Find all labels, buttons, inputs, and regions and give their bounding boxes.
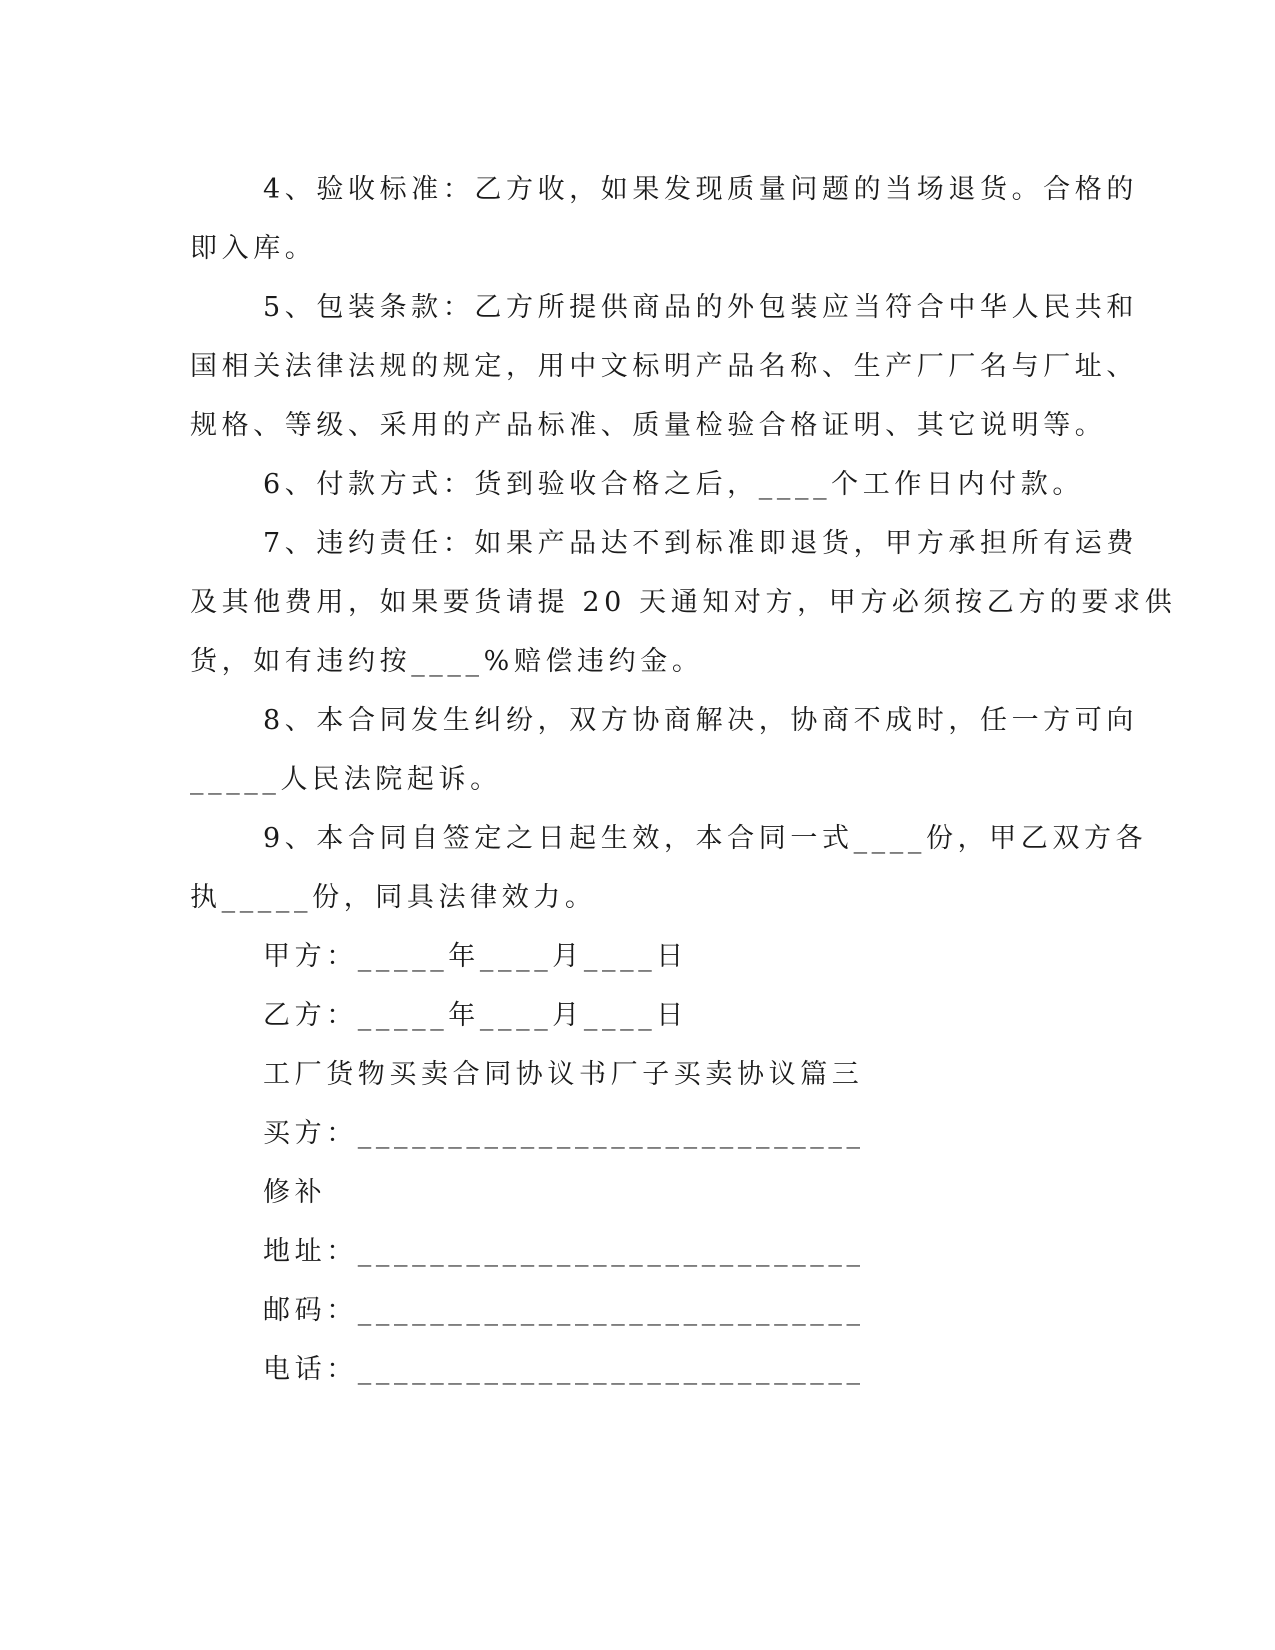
postcode-field-line: 邮码：____________________________	[263, 1295, 865, 1326]
address-field-line: 地址：____________________________	[263, 1236, 865, 1267]
clause-4-line-1: 4、验收标准：乙方收，如果发现质量问题的当场退货。合格的	[263, 174, 1138, 205]
clause-9-line-2: 执_____份，同具法律效力。	[190, 882, 597, 913]
clause-4-line-2: 即入库。	[190, 233, 317, 264]
clause-7-line-3: 货，如有违约按____%赔偿违约金。	[190, 646, 704, 677]
clause-7-line-1: 7、违约责任：如果产品达不到标准即退货，甲方承担所有运费	[263, 528, 1138, 559]
buyer-field-line: 买方：____________________________	[263, 1118, 865, 1149]
repair-note: 修补	[263, 1177, 327, 1208]
phone-field-line: 电话：____________________________	[263, 1354, 865, 1385]
clause-5-line-1: 5、包装条款：乙方所提供商品的外包装应当符合中华人民共和	[263, 292, 1138, 323]
clause-5-line-2: 国相关法律法规的规定，用中文标明产品名称、生产厂厂名与厂址、	[190, 351, 1138, 382]
clause-9-line-1: 9、本合同自签定之日起生效，本合同一式____份，甲乙双方各	[263, 823, 1148, 854]
section-heading: 工厂货物买卖合同协议书厂子买卖协议篇三	[263, 1059, 864, 1090]
clause-6-line-1: 6、付款方式：货到验收合格之后，____个工作日内付款。	[263, 469, 1084, 500]
clause-7-line-2: 及其他费用，如果要货请提 20 天通知对方，甲方必须按乙方的要求供	[190, 587, 1177, 618]
clause-5-line-3: 规格、等级、采用的产品标准、质量检验合格证明、其它说明等。	[190, 410, 1107, 441]
party-a-date-line: 甲方：_____年____月____日	[263, 941, 688, 972]
clause-8-line-1: 8、本合同发生纠纷，双方协商解决，协商不成时，任一方可向	[263, 705, 1138, 736]
clause-8-line-2: _____人民法院起诉。	[190, 764, 502, 795]
party-b-date-line: 乙方：_____年____月____日	[263, 1000, 688, 1031]
